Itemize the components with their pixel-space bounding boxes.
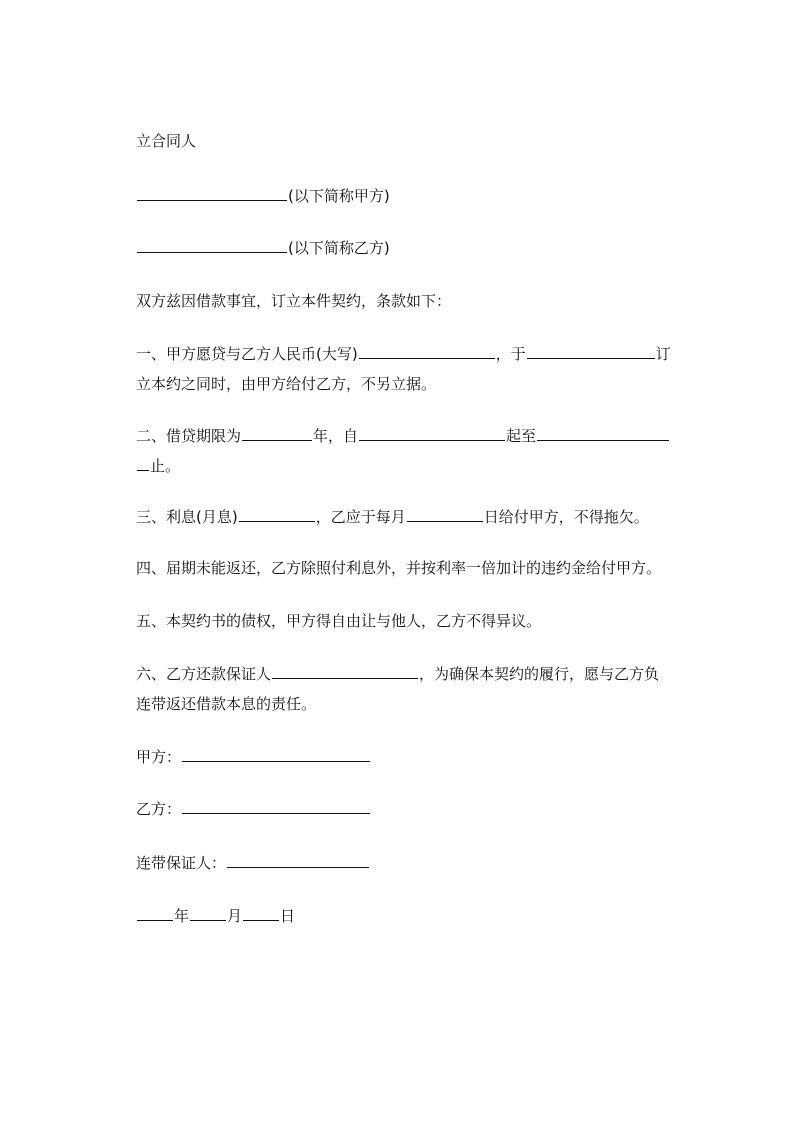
clause-6	[136, 659, 706, 719]
interest-rate-blank[interactable]	[239, 506, 315, 522]
clause-3-part1: 三、利息(月息)	[136, 508, 238, 526]
intro-text	[136, 291, 451, 311]
clause-3-part3: 日给付甲方，不得拖欠。	[483, 508, 649, 526]
clause-5: 五、本契约书的债权，甲方得自由让与他人，乙方不得异议。	[136, 612, 542, 630]
clause-6-part2: ，为确保本契约的履行，愿与乙方负	[419, 665, 660, 683]
sign-party-a-blank[interactable]	[182, 746, 370, 762]
contract-title: 立合同人	[136, 132, 197, 150]
party-b-line	[136, 237, 390, 258]
loan-date-blank[interactable]	[527, 343, 655, 359]
party-a-suffix: (以下简称甲方)	[288, 187, 390, 205]
party-a-name-blank[interactable]	[137, 185, 287, 201]
clause-1-part2: ，于	[495, 345, 526, 363]
loan-amount-blank[interactable]	[359, 343, 495, 359]
date-month-blank[interactable]	[190, 905, 226, 921]
sign-guarantor-label: 连带保证人：	[136, 854, 227, 872]
clause-3-part2: ，乙应于每月	[315, 508, 406, 526]
clause-2	[136, 421, 706, 481]
clause-6-part3: 连带返还借款本息的责任。	[136, 695, 317, 713]
sign-party-a-label: 甲方：	[136, 748, 182, 766]
sign-guarantor	[136, 852, 370, 873]
date-month-label: 月	[227, 907, 243, 925]
loan-end-date-blank-cont[interactable]	[137, 455, 149, 471]
clause-2-part2: 年，自	[313, 427, 359, 445]
clause-1-part3: 订	[655, 345, 671, 363]
loan-start-date-blank[interactable]	[359, 425, 505, 441]
intro-text-content: 双方兹因借款事宜，订立本件契约，条款如下：	[136, 292, 452, 310]
date-day-blank[interactable]	[243, 905, 279, 921]
date-year-label: 年	[174, 907, 190, 925]
party-a-line	[136, 185, 390, 206]
sign-party-b-label: 乙方：	[136, 800, 182, 818]
loan-term-years-blank[interactable]	[242, 425, 312, 441]
clause-1	[136, 339, 706, 399]
clause-1-part1: 一、甲方愿贷与乙方人民币(大写)	[136, 345, 358, 363]
clause-2-part1: 二、借贷期限为	[136, 427, 242, 445]
guarantor-name-blank[interactable]	[272, 663, 418, 679]
clause-3	[136, 506, 649, 527]
party-b-name-blank[interactable]	[137, 237, 287, 253]
date-day-label: 日	[280, 907, 296, 925]
party-b-suffix: (以下简称乙方)	[288, 239, 390, 257]
clause-2-part3: 起至	[506, 427, 537, 445]
date-line	[136, 905, 295, 926]
payment-day-blank[interactable]	[407, 506, 483, 522]
loan-end-date-blank[interactable]	[537, 425, 669, 441]
clause-2-part4: 止。	[150, 457, 181, 475]
sign-party-b	[136, 798, 371, 819]
sign-guarantor-blank[interactable]	[227, 852, 369, 868]
sign-party-b-blank[interactable]	[182, 798, 370, 814]
clause-4: 四、届期未能返还，乙方除照付利息外，并按利率一倍加计的违约金给付甲方。	[136, 559, 662, 577]
sign-party-a	[136, 746, 371, 767]
clause-6-part1: 六、乙方还款保证人	[136, 665, 272, 683]
date-year-blank[interactable]	[137, 905, 173, 921]
clause-1-part4: 立本约之同时，由甲方给付乙方，不另立据。	[136, 375, 437, 393]
